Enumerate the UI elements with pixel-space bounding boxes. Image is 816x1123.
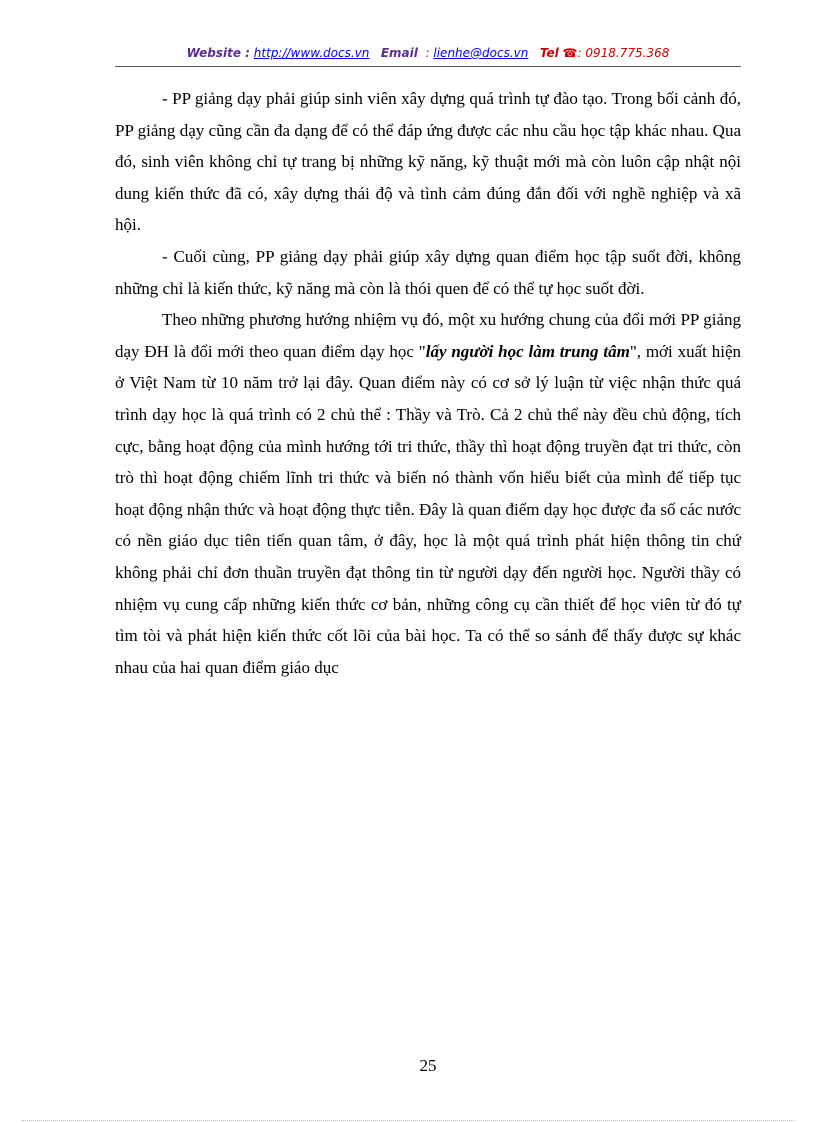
paragraph-3 [115, 304, 741, 683]
website-label: Website : [186, 46, 250, 60]
website-link[interactable]: http://www.docs.vn [253, 46, 370, 60]
email-label: Email [380, 46, 418, 60]
page-header [115, 46, 741, 64]
email-link[interactable]: lienhe@docs.vn [433, 46, 529, 60]
tel-label: Tel [539, 46, 559, 60]
header-divider [115, 66, 741, 67]
paragraph-1: - PP giảng dạy phải giúp sinh viên xây dựng quá trình tự đào tạo. Trong bối cảnh đó, PP giảng dạy cũng cần đa dạng để có thể đáp ứng được các nhu cầu học tập khác nhau. Qua đó, sinh viên không chỉ tự trang bị những kỹ năng, kỹ thuật mới mà còn luôn cập nhật nội dung kiến thức đã có, xây dựng thái độ và tình cảm đúng đắn đối với nghề nghiệp và xã hội. [115, 89, 741, 235]
paragraph-3-end: ", mới xuất hiện ở Việt Nam từ 10 năm trở lại đây. Quan điểm này có cơ sở lý luận từ việc nhận thức quá trình dạy học là quá trình có 2 chủ thể : Thầy và Trò. Cả 2 chủ thể này đều chủ động, tích cực, bằng hoạt động của mình hướng tới tri thức, thầy thì hoạt động truyền đạt tri thức, còn trò thì hoạt động chiếm lĩnh tri thức và biến nó thành vốn hiểu biết của mình để tiếp tục hoạt động nhận thức và hoạt động thực tiễn. Đây là quan điểm dạy học được đa số các nước có nền giáo dục tiên tiến quan tâm, ở đây, học là một quá trình phát hiện thông tin chứ không phải chỉ đơn thuần truyền đạt thông tin từ người dạy đến người học. Người thầy có nhiệm vụ cung cấp những kiến thức cơ bản, những công cụ cần thiết để học viên từ đó tự tìm tòi và phát hiện kiến thức cốt lõi của bài học. Ta có thể so sánh để thấy được sự khác nhau của hai quan điểm giáo dục [115, 341, 741, 677]
paragraph-3-start: Theo những phương hướng nhiệm vụ đó, một xu hướng chung của đổi mới PP giảng dạy ĐH là đổi mới theo quan điểm dạy học " [115, 310, 741, 361]
paragraph-2: - Cuối cùng, PP giảng dạy phải giúp xây dựng quan điểm học tập suốt đời, không những chỉ là kiến thức, kỹ năng mà còn là thói quen để có thể tự học suốt đời. [115, 246, 741, 298]
phone-icon: ☎ [562, 46, 578, 60]
email-separator: : [425, 46, 430, 60]
emphasis-text: lấy người học làm trung tâm [425, 341, 630, 361]
document-body [115, 83, 741, 683]
page-bottom-border [22, 1120, 794, 1121]
tel-value: : 0918.775.368 [577, 46, 670, 60]
page-number: 25 [419, 1056, 437, 1075]
